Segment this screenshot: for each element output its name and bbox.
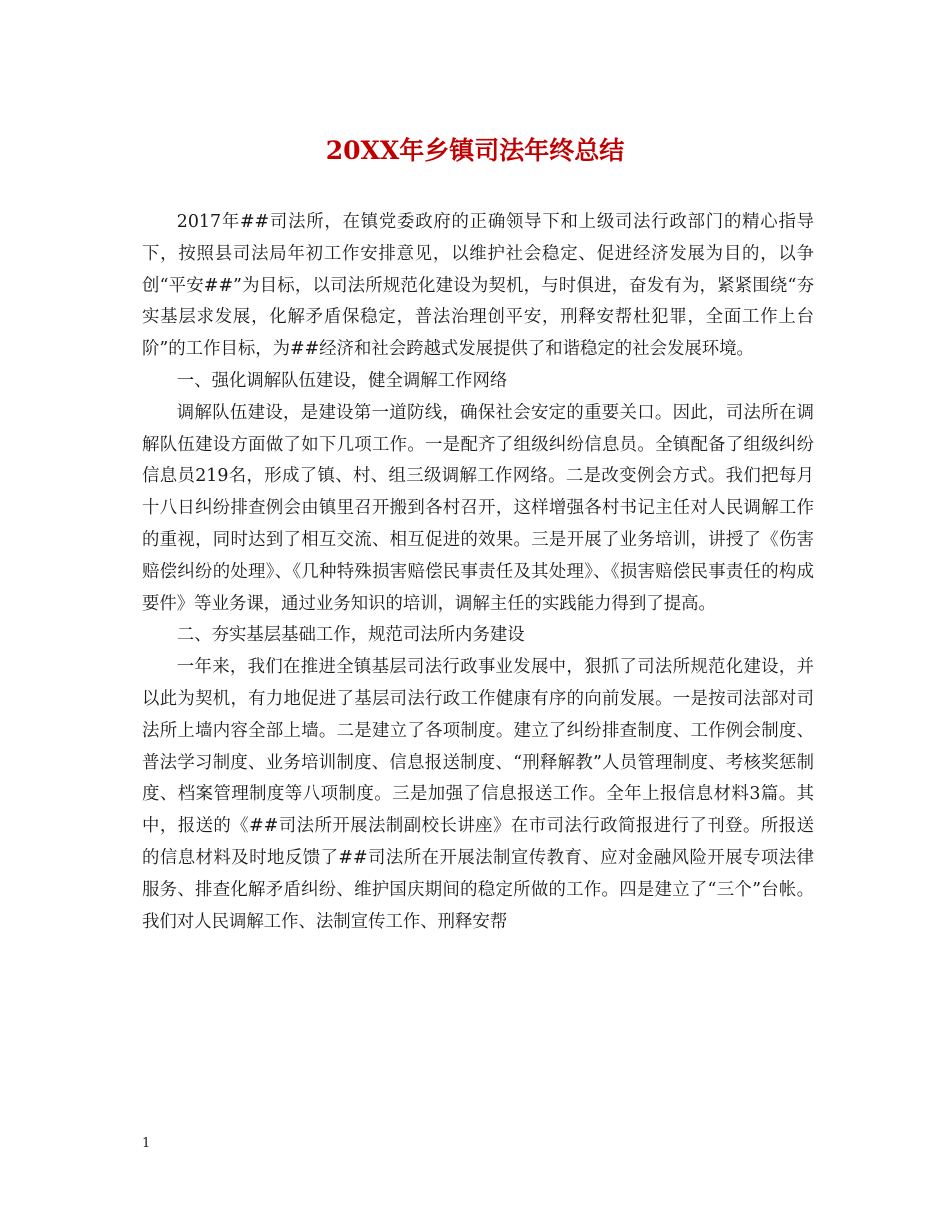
paragraph-section-2: 一年来，我们在推进全镇基层司法行政事业发展中，狠抓了司法所规范化建设，并以此为契机，有力地促进了基层司法行政工作健康有序的向前发展。一是按司法部对司法所上墙内容全部上墙。二是建立了各项制度。建立了纠纷排查制度、工作例会制度、普法学习制度、业务培训制度、信息报送制度、“刑释解教”人员管理制度、考核奖惩制度、档案管理制度等八项制度。三是加强了信息报送工作。全年上报信息材料3篇。其中，报送的《##司法所开展法制副校长讲座》在市司法行政简报进行了刊登。所报送的信息材料及时地反馈了##司法所在开展法制宣传教育、应对金融风险开展专项法律服务、排查化解矛盾纠纷、维护国庆期间的稳定所做的工作。四是建立了“三个”台帐。我们对人民调解工作、法制宣传工作、刑释安帮 — [142, 657, 814, 932]
document-body — [142, 207, 814, 938]
paragraph-section-1: 调解队伍建设，是建设第一道防线，确保社会安定的重要关口。因此，司法所在调解队伍建设方面做了如下几项工作。一是配齐了组级纠纷信息员。全镇配备了组级纠纷信息员219名，形成了镇、村、组三级调解工作网络。二是改变例会方式。我们把每月十八日纠纷排查例会由镇里召开搬到各村召开，这样增强各村书记主任对人民调解工作的重视，同时达到了相互交流、相互促进的效果。三是开展了业务培训，讲授了《伤害赔偿纠纷的处理》、《几种特殊损害赔偿民事责任及其处理》、《损害赔偿民事责任的构成要件》等业务课，通过业务知识的培训，调解主任的实践能力得到了提高。 — [142, 402, 814, 614]
section-heading-1: 一、强化调解队伍建设，健全调解工作网络 — [176, 370, 508, 391]
document-title: 20XX年乡镇司法年终总结 — [325, 136, 625, 165]
section-heading-2: 二、夯实基层基础工作，规范司法所内务建设 — [176, 625, 525, 646]
paragraph-intro: 2017年##司法所，在镇党委政府的正确领导下和上级司法行政部门的精心指导下，按照县司法局年初工作安排意见，以维护社会稳定、促进经济发展为目的，以争创“平安##”为目标，以司法所规范化建设为契机，与时俱进，奋发有为，紧紧围绕“夯实基层求发展，化解矛盾保稳定，普法治理创平安，刑释安帮杜犯罪，全面工作上台阶”的工作目标，为##经济和社会跨越式发展提供了和谐稳定的社会发展环境。 — [142, 212, 814, 360]
page-number: 1 — [142, 1136, 151, 1151]
